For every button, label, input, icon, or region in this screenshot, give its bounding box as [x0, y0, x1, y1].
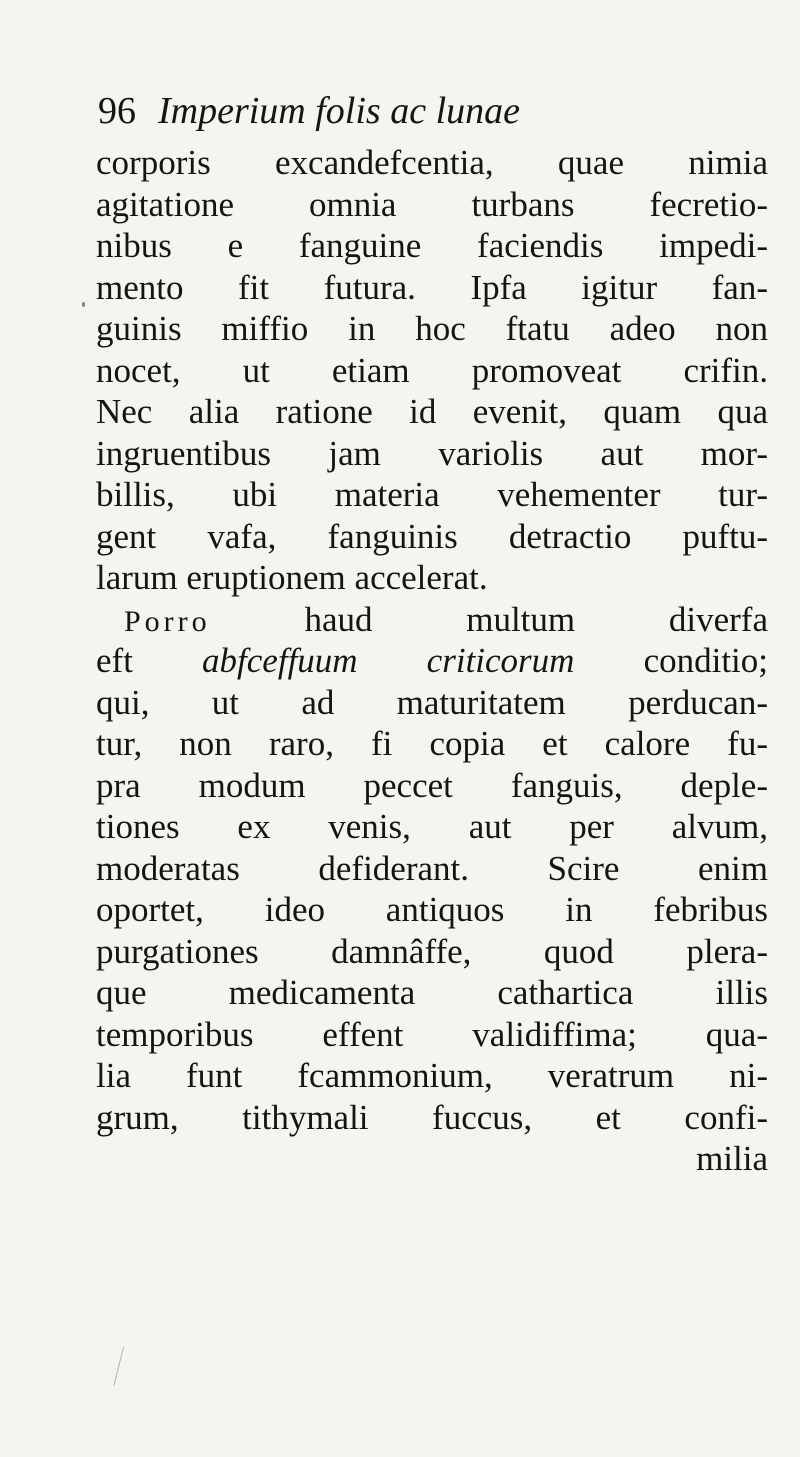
catchword: milia	[696, 1139, 768, 1178]
text-line: oportet, ideo antiquos in febribus	[96, 890, 768, 929]
line-text: haud multum diverfa	[304, 599, 768, 639]
page-number: 96	[98, 90, 136, 132]
running-title: Imperium folis ac lunae	[158, 90, 521, 132]
paragraph-start-line	[96, 599, 768, 641]
paragraph-end-line: larum eruptionem accelerat.	[96, 558, 488, 597]
text-line: pra modum peccet fanguis, deple-	[96, 765, 768, 805]
body-text	[96, 142, 768, 1180]
text-line: nocet, ut etiam promoveat crifin.	[96, 350, 768, 390]
text-line: purgationes damnâffe, quod plera-	[96, 931, 768, 971]
text-line: tur, non raro, fi copia et calore fu-	[96, 724, 768, 763]
text-line: tiones ex venis, aut per alvum,	[96, 807, 768, 846]
text-line: guinis miffio in hoc ftatu adeo non	[96, 309, 768, 348]
text-line: grum, tithymali fuccus, et confi-	[96, 1097, 768, 1137]
text-line: moderatas defiderant. Scire enim	[96, 848, 768, 888]
text-line: mento fit futura. Ipfa igitur fan-	[96, 267, 768, 307]
italic-phrase: abfceffuum criticorum	[202, 641, 575, 680]
line-text: conditio;	[643, 641, 769, 680]
running-header	[98, 92, 520, 130]
text-line: lia funt fcammonium, veratrum ni-	[96, 1056, 768, 1095]
small-caps-word: Porro	[124, 604, 211, 638]
text-line: ingruentibus jam variolis aut mor-	[96, 433, 768, 473]
text-line: corporis excandefcentia, quae nimia	[96, 143, 768, 182]
text-line: que medicamenta cathartica illis	[96, 973, 768, 1012]
text-line: qui, ut ad maturitatem perducan-	[96, 682, 768, 722]
text-line: gent vafa, fanguinis detractio puftu-	[96, 516, 768, 556]
text-line: temporibus effent validiffima; qua-	[96, 1014, 768, 1054]
text-line-with-italic	[96, 640, 768, 682]
paper-edge-mark	[113, 1347, 137, 1389]
text-line: billis, ubi materia vehementer tur-	[96, 475, 768, 514]
text-line: agitatione omnia turbans fecretio-	[96, 184, 768, 224]
ink-speck	[82, 302, 85, 307]
line-text: eft	[96, 641, 133, 680]
text-line: Nec alia ratione id evenit, quam qua	[96, 392, 768, 431]
text-line: nibus e fanguine faciendis impedi-	[96, 226, 768, 265]
